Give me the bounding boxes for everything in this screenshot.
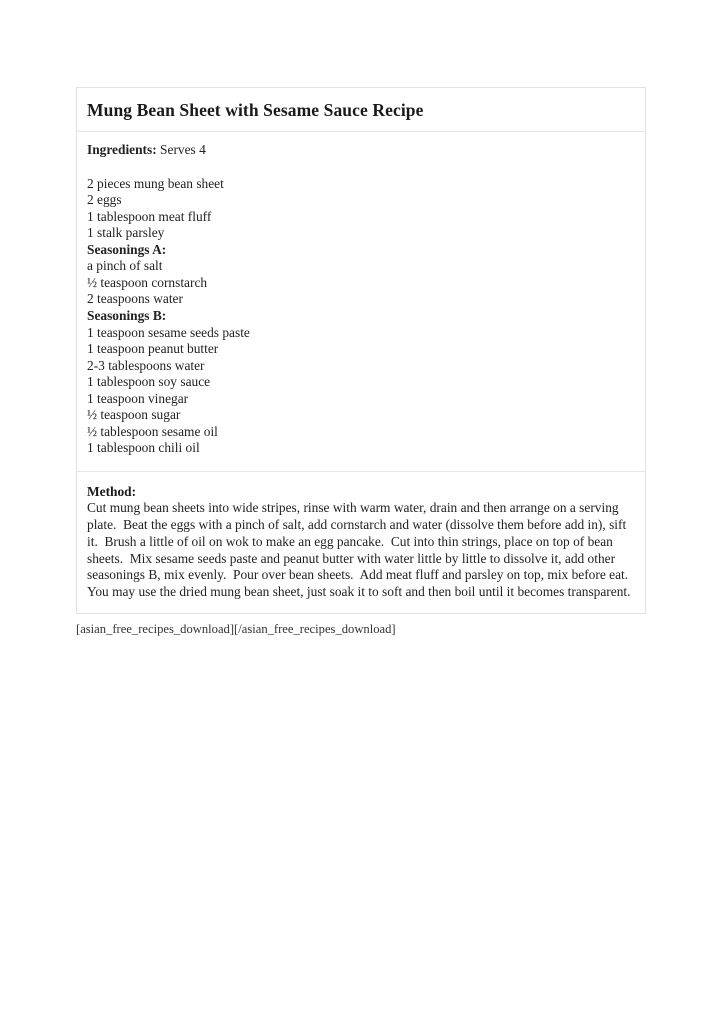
list-item: 2-3 tablespoons water bbox=[87, 357, 205, 373]
list-item: 1 teaspoon sesame seeds paste bbox=[87, 324, 250, 340]
recipe-card-header bbox=[77, 88, 645, 132]
method-section bbox=[77, 472, 645, 613]
list-item: 2 eggs bbox=[87, 192, 122, 208]
list-item: 1 tablespoon soy sauce bbox=[87, 374, 211, 390]
serves-line bbox=[87, 142, 635, 159]
list-item: 1 tablespoon chili oil bbox=[87, 440, 200, 456]
serves-value: Serves 4 bbox=[160, 142, 206, 157]
footer-shortcode: [asian_free_recipes_download][/asian_free_recipes_download] bbox=[76, 622, 396, 636]
ingredient-list bbox=[87, 176, 635, 457]
ingredients-label: Ingredients: bbox=[87, 142, 157, 157]
list-item: a pinch of salt bbox=[87, 258, 163, 274]
list-item: 1 tablespoon meat fluff bbox=[87, 208, 212, 224]
list-item: 2 pieces mung bean sheet bbox=[87, 175, 224, 191]
list-item: 1 stalk parsley bbox=[87, 225, 165, 241]
list-item: 1 teaspoon peanut butter bbox=[87, 341, 219, 357]
seasonings-a-heading: Seasonings A: bbox=[87, 241, 167, 257]
method-body: Cut mung bean sheets into wide stripes, rinse with warm water, drain and then arrange on a serving plate. Beat the eggs with a pinch of salt, add cornstarch and water (dissolve them before add in), sift it. Brush a little of oil on wok to make an egg pancake. Cut into thin strings, place on top of bean sheets. Mix sesame seeds paste and peanut butter with water little by little to dissolve it, add other seasonings B, mix evenly. Pour over bean sheets. Add meat fluff and parsley on top, mix before eat. You may use the dried mung bean sheet, just soak it to soft and then boil until it becomes transparent. bbox=[87, 500, 635, 599]
list-item: ½ teaspoon sugar bbox=[87, 407, 181, 423]
list-item: ½ tablespoon sesame oil bbox=[87, 423, 218, 439]
list-item: ½ teaspoon cornstarch bbox=[87, 274, 208, 290]
recipe-card bbox=[76, 87, 646, 614]
list-item: 1 teaspoon vinegar bbox=[87, 390, 189, 406]
method-label: Method: bbox=[87, 483, 137, 499]
seasonings-b-heading: Seasonings B: bbox=[87, 307, 167, 323]
ingredients-section bbox=[77, 132, 645, 472]
page-title: Mung Bean Sheet with Sesame Sauce Recipe bbox=[87, 100, 424, 120]
list-item: 2 teaspoons water bbox=[87, 291, 183, 307]
